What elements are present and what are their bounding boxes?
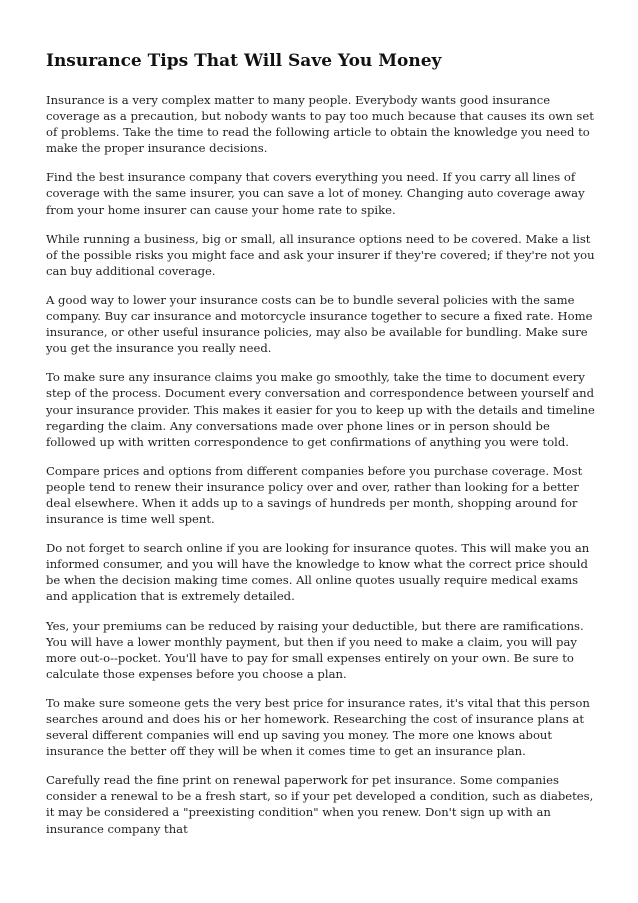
paragraph-bundle: A good way to lower your insurance costs can be to bundle several policies with the same company. Buy car insurance and motorcycle insurance together to secure a fixed rate. Home insurance, or other useful insurance policies, may also be available for bundling. Make sure you get the insurance you really need. xyxy=(46,292,593,356)
paragraph-business: While running a business, big or small, all insurance options need to be covered. Make a list of the possible risks you might face and ask your insurer if they're covered; if they're not you can buy additional coverage. xyxy=(46,231,595,278)
paragraph-deductible: Yes, your premiums can be reduced by raising your deductible, but there are ramifications. You will have a lower monthly payment, but then if you need to make a claim, you will pay more out-o--pocket. You'll have to pay for small expenses entirely on your own. Be sure to calculate those expenses before you choose a plan. xyxy=(46,618,584,681)
paragraph-intro: Insurance is a very complex matter to many people. Everybody wants good insurance coverage as a precaution, but nobody wants to pay too much because that causes its own set of problems. Take the time to read the following article to obtain the knowledge you need to make the proper insurance decisions. xyxy=(46,93,594,156)
paragraph-compare: Compare prices and options from different companies before you purchase coverage. Most people tend to renew their insurance policy over and over, rather than looking for a better deal elsewhere. When it adds up to a savings of hundreds per month, shopping around for insurance is time well spent. xyxy=(46,463,583,527)
document-title: Insurance Tips That Will Save You Money xyxy=(46,51,442,71)
paragraph-best-company: Find the best insurance company that covers everything you need. If you carry all lines of coverage with the same insurer, you can save a lot of money. Changing auto coverage away from your home insurer can cause your home rate to spike. xyxy=(46,170,585,217)
paragraph-pet-insurance: Carefully read the fine print on renewal paperwork for pet insurance. Some companies consider a renewal to be a fresh start, so if your pet developed a condition, such as diabetes, it may be considered a "preexisting condition" when you renew. Don't sign up with an insurance company that xyxy=(46,773,594,836)
document-body xyxy=(46,50,596,850)
paragraph-claims: To make sure any insurance claims you make go smoothly, take the time to document every step of the process. Document every conversation and correspondence between yourself and your insurance provider. This makes it easier for you to keep up with the details and timeline regarding the claim. Any conversations made over phone lines or in person should be followed up with written correspondence to get confirmations of anything you were told. xyxy=(46,370,595,449)
paragraph-online-quotes: Do not forget to search online if you are looking for insurance quotes. This will make you an informed consumer, and you will have the knowledge to know what the correct price should be when the decision making time comes. All online quotes usually require medical exams and application that is extremely detailed. xyxy=(46,541,590,604)
paragraph-best-price: To make sure someone gets the very best price for insurance rates, it's vital that this person searches around and does his or her homework. Researching the cost of insurance plans at several different companies will end up saving you money. The more one knows about insurance the better off they will be when it comes time to get an insurance plan. xyxy=(46,695,590,759)
